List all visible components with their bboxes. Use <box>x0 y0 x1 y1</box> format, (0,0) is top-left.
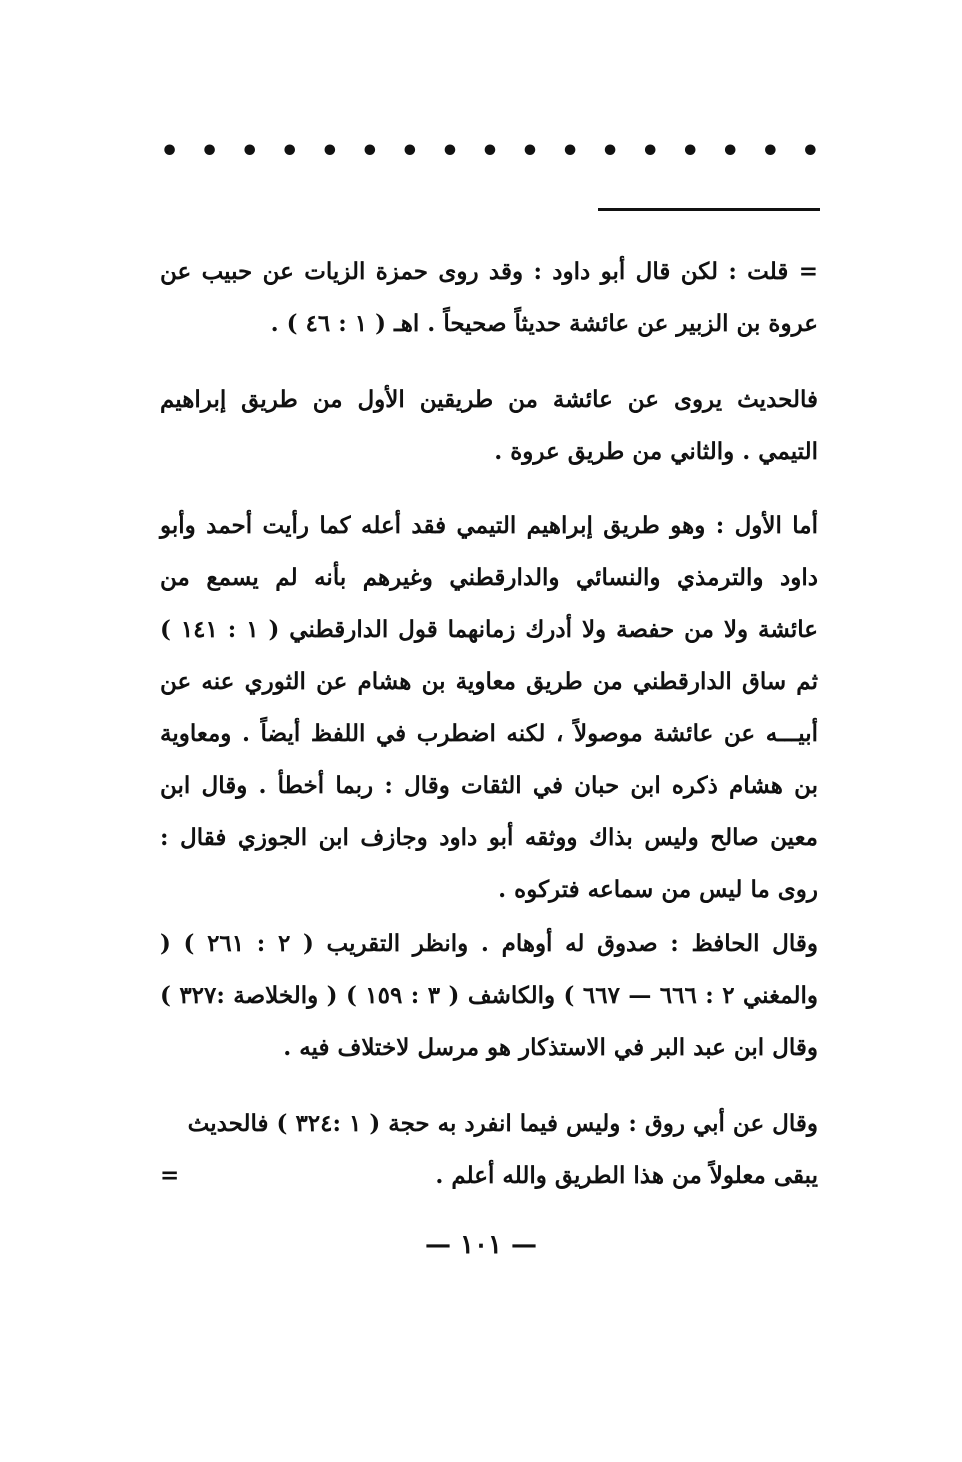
separator-dot: • <box>520 134 540 169</box>
footnote-paragraph-4 <box>160 918 818 1074</box>
separator-dots <box>160 132 820 172</box>
footnote-paragraph-5 <box>160 1098 818 1202</box>
separator-dot: • <box>760 134 780 169</box>
footnote-paragraph-3 <box>160 500 818 916</box>
separator-dot: • <box>720 134 740 169</box>
separator-dot: • <box>560 134 580 169</box>
footnote-rule <box>598 208 820 211</box>
separator-dot: • <box>600 134 620 169</box>
separator-dot: • <box>640 134 660 169</box>
footnote-paragraph-1 <box>160 246 818 350</box>
separator-dot: • <box>280 134 300 169</box>
paragraph-text: أما الأول : وهو طريق إبراهيم التيمي فقد أعله كما رأيت أحمد وأبو داود والترمذي والنسائي والدارقطني وغيرهم بأنه لم يسمع من عائشة ولا من حفصة ولا أدرك زمانهما قول الدارقطني ( ١ : ١٤١ ) ثم ساق الدارقطني من طريق معاوية بن هشام عن الثوري عنه عن أبيـــه عن عائشة موصولاً ، لكنه اضطرب في اللفظ أيضاً . ومعاوية بن هشام ذكره ابن حبان في الثقات وقال : ربما أخطأ . وقال ابن معين صالح وليس بذاك ووثقه أبو داود وجازف ابن الجوزي فقال : روى ما ليس من سماعه فتركوه . <box>160 512 819 903</box>
separator-dot: • <box>680 134 700 169</box>
separator-dot: • <box>200 134 220 169</box>
separator-dot: • <box>800 134 820 169</box>
separator-dot: • <box>240 134 260 169</box>
separator-dot: • <box>480 134 500 169</box>
continuation-mark: = <box>160 1162 180 1189</box>
separator-dot: • <box>320 134 340 169</box>
separator-dot: • <box>360 134 380 169</box>
footnote-paragraph-2 <box>160 374 818 478</box>
paragraph-last-line <box>160 1150 818 1202</box>
separator-dot: • <box>160 134 180 169</box>
paragraph-text: فالحديث يروى عن عائشة من طريقين الأول من طريق إبراهيم التيمي . والثاني من طريق عروة . <box>160 386 818 465</box>
separator-dot: • <box>400 134 420 169</box>
paragraph-text: وقال الحافظ : صدوق له أوهام . وانظر التقريب ( ٢ : ٢٦١ ) ( والمغني ٢ : ٦٦٦ — ٦٦٧ ) والكاشف ( ٣ : ١٥٩ ) ( والخلاصة :٣٢٧ ) وقال ابن عبد البر في الاستذكار هو مرسل لاختلاف فيه . <box>160 930 818 1061</box>
paragraph-text: = قلت : لكن قال أبو داود : وقد روى حمزة الزيات عن حبيب عن عروة بن الزبير عن عائشة حديثاً صحيحاً . اهـ ( ١ : ٤٦ ) . <box>160 258 818 337</box>
paragraph-text: يبقى معلولاً من هذا الطريق والله أعلم . <box>435 1162 818 1189</box>
separator-dot: • <box>440 134 460 169</box>
page-number: — ١٠١ — <box>424 1230 538 1260</box>
paragraph-text: وقال عن أبي روق : وليس فيما انفرد به حجة ( ١ :٣٢٤ ) فالحديث <box>187 1110 818 1137</box>
